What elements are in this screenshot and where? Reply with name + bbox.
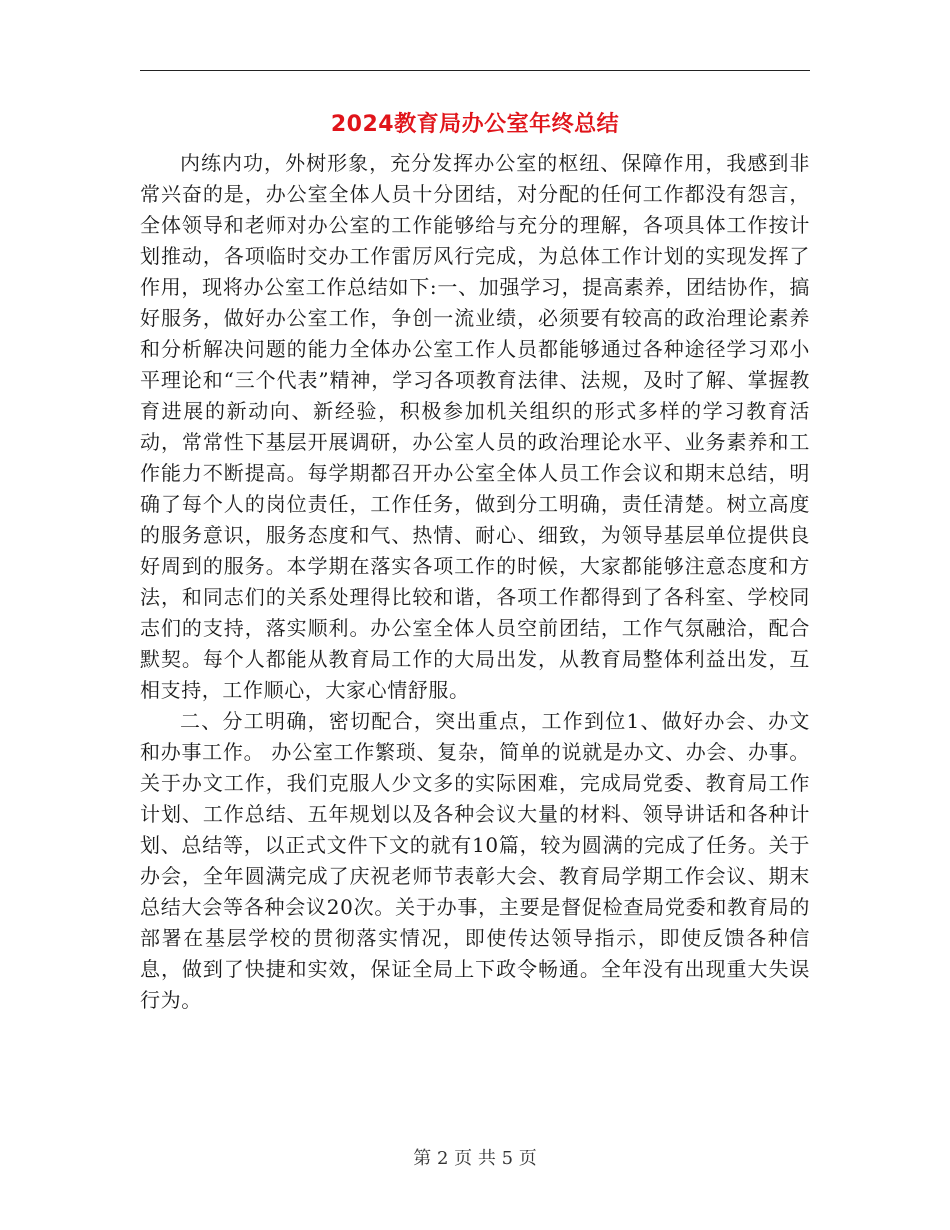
document-title: 2024教育局办公室年终总结 — [330, 112, 620, 137]
header-divider — [140, 70, 810, 71]
page-number: 第 2 页 共 5 页 — [413, 1148, 537, 1169]
body-paragraph: 二、分工明确，密切配合，突出重点，工作到位1、做好办会、办文和办事工作。 办公室工作繁琐、复杂，简单的说就是办文、办会、办事。关于办文工作，我们克服人少文多的实际困难，完成局党委、教育局工作计划、工作总结、五年规划以及各种会议大量的材料、领导讲话和各种计划、总结等，以正式文件下文的就有10篇，较为圆满的完成了任务。关于办会，全年圆满完成了庆祝老师节表彰大会、教育局学期工作会议、期末总结大会等各种会议20次。关于办事，主要是督促检查局党委和教育局的部署在基层学校的贯彻落实情况，即使传达领导指示，即使反馈各种信息，做到了快捷和实效，保证全局上下政令畅通。全年没有出现重大失误行为。 — [140, 709, 810, 1012]
document-body — [140, 148, 810, 1016]
body-paragraph: 内练内功，外树形象，充分发挥办公室的枢纽、保障作用，我感到非常兴奋的是，办公室全体人员十分团结，对分配的任何工作都没有怨言，全体领导和老师对办公室的工作能够给与充分的理解，各项具体工作按计划推动，各项临时交办工作雷厉风行完成，为总体工作计划的实现发挥了作用，现将办公室工作总结如下:一、加强学习，提高素养，团结协作，搞好服务，做好办公室工作，争创一流业绩，必须要有较高的政治理论素养和分析解决问题的能力全体办公室工作人员都能够通过各种途径学习邓小平理论和“三个代表”精神，学习各项教育法律、法规，及时了解、掌握教育进展的新动向、新经验，积极参加机关组织的形式多样的学习教育活动，常常性下基层开展调研，办公室人员的政治理论水平、业务素养和工作能力不断提高。每学期都召开办公室全体人员工作会议和期末总结，明确了每个人的岗位责任，工作任务，做到分工明确，责任清楚。树立高度的服务意识，服务态度和气、热情、耐心、细致，为领导基层单位提供良好周到的服务。本学期在落实各项工作的时候，大家都能够注意态度和方法，和同志们的关系处理得比较和谐，各项工作都得到了各科室、学校同志们的支持，落实顺利。办公室全体人员空前团结，工作气氛融洽，配合默契。每个人都能从教育局工作的大局出发，从教育局整体利益出发，互相支持，工作顺心，大家心情舒服。 — [140, 151, 810, 702]
